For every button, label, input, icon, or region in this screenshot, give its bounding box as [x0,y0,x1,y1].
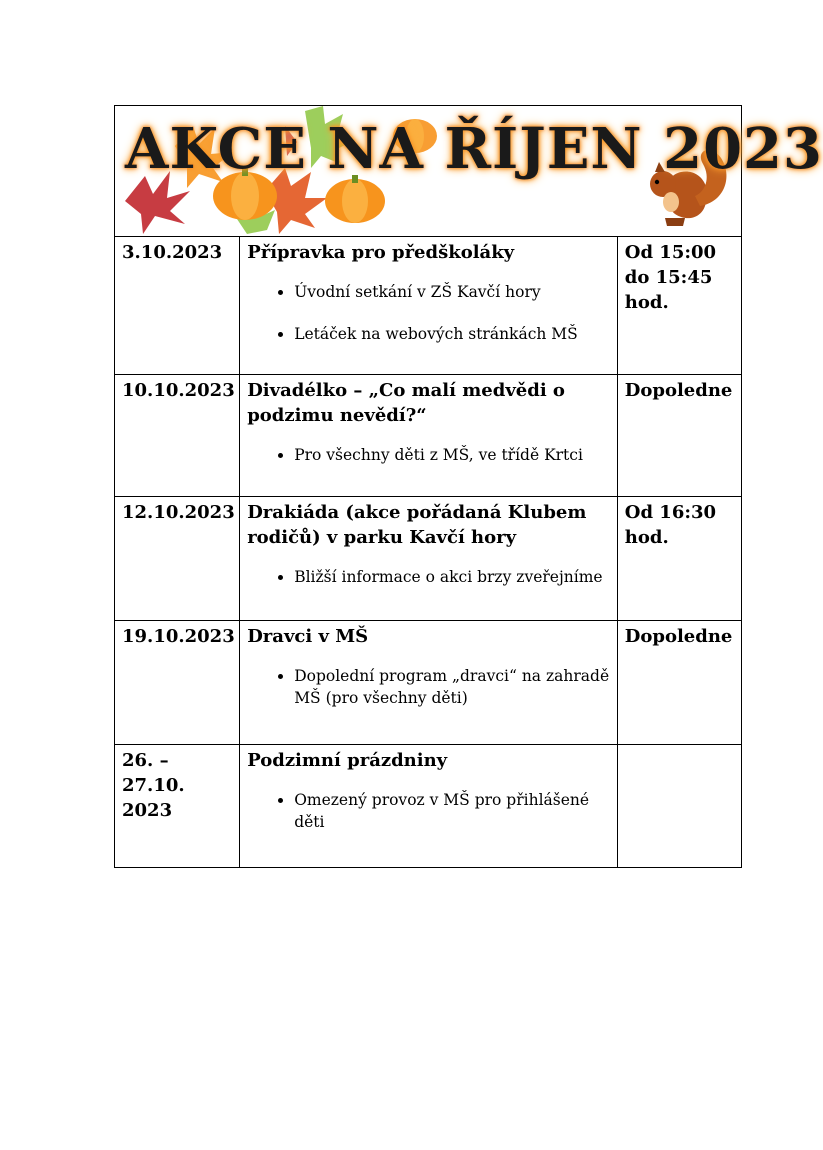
list-item: • Omezený provoz v MŠ pro přihlášené děti [294,789,613,833]
event-time: Dopoledne [624,380,733,401]
event-time: Od 15:00 do 15:45 hod. [624,242,717,313]
list-item: • Úvodní setkání v ZŠ Kavčí hory [294,281,613,303]
list-item: • Pro všechny děti z MŠ, ve třídě Krtci [294,444,613,466]
event-date: 3.10.2023 [122,242,223,263]
event-time: Dopoledne [624,626,733,647]
event-bullets [240,566,617,588]
event-heading: Drakiáda (akce pořádaná Klubem rodičů) v parku Kavčí hory [247,502,587,548]
list-item: • Dopolední program „dravci“ na zahradě MŠ (pro všechny děti) [294,665,613,709]
list-item: • Bližší informace o akci brzy zveřejníme [294,566,613,588]
event-date: 12.10.2023 [122,502,235,523]
event-bullets [240,665,617,709]
table-row [115,237,742,375]
event-date: 19.10.2023 [122,626,235,647]
page-title: AKCE NA ŘÍJEN 2023 [125,116,823,182]
event-time [618,745,741,748]
event-date: 26. – 27.10. 2023 [122,750,185,821]
table-row [115,745,742,868]
event-heading: Divadélko – „Co malí medvědi o podzimu nevědí?“ [247,380,565,426]
table-row [115,621,742,745]
event-bullets [240,444,617,466]
event-heading: Dravci v MŠ [247,626,369,647]
event-bullets [240,789,617,833]
event-time: Od 16:30 hod. [624,502,717,548]
event-bullets [240,281,617,345]
table-row [115,497,742,621]
event-heading: Podzimní prázdniny [247,750,448,771]
list-item: • Letáček na webových stránkách MŠ [294,323,613,345]
event-date: 10.10.2023 [122,380,235,401]
event-heading: Přípravka pro předškoláky [247,242,515,263]
table-row [115,375,742,497]
events-table [114,105,823,868]
header-banner [115,106,823,237]
